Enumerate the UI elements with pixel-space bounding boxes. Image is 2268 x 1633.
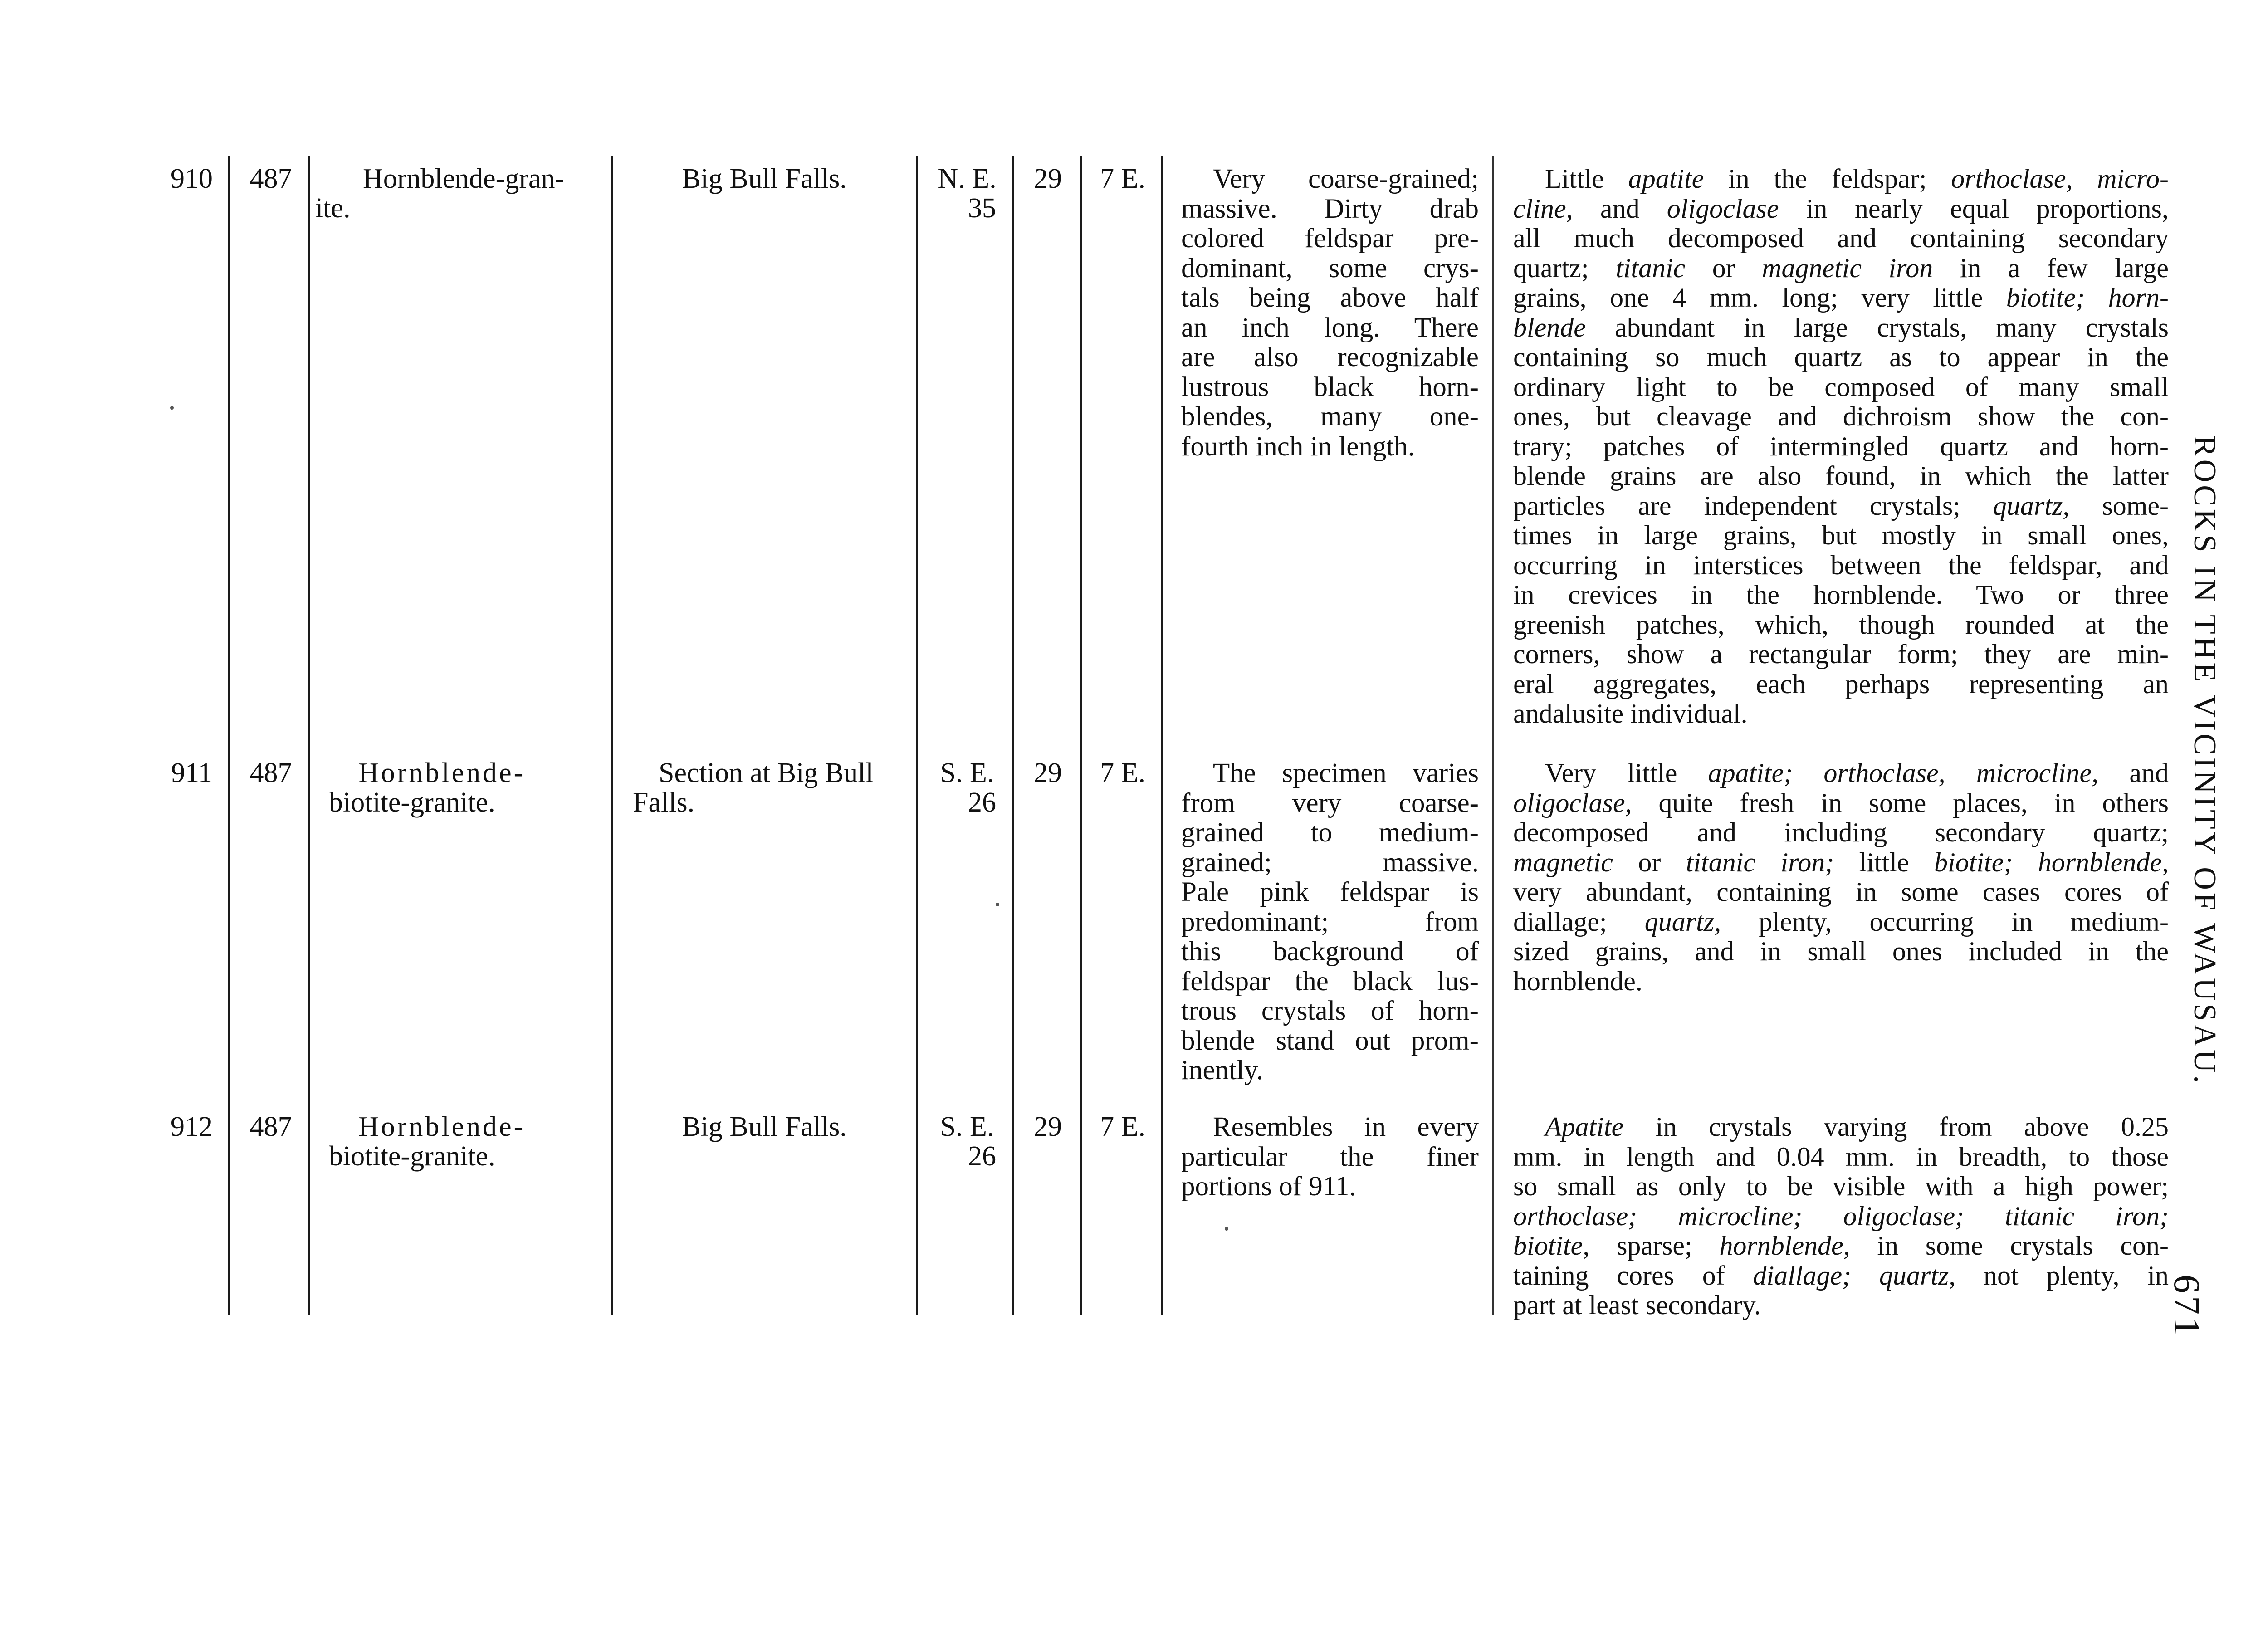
microscopic-line: andalusite individual. xyxy=(1513,699,1748,728)
description-line: Very coarse-grained; xyxy=(1213,164,1479,194)
microscopic-line: corners, show a rectangular form; they are min- xyxy=(1513,639,2169,669)
description-line: blendes, many one- xyxy=(1181,401,1479,432)
rock-name-line: biotite-granite. xyxy=(329,787,495,818)
mineral-name: Apatite xyxy=(1545,1112,1624,1142)
mineral-name: quartz, xyxy=(1644,906,1721,937)
section-number: 35 xyxy=(968,193,996,224)
rock-name-line: Hornblende-gran- xyxy=(363,163,565,194)
mineral-name: orthoclase; microcline; oligoclase; titanic iron; xyxy=(1513,1201,2169,1231)
microscopic-line: trary; patches of intermingled quartz and horn- xyxy=(1513,431,2169,461)
column-rule xyxy=(228,156,230,1315)
township: 29 xyxy=(1034,758,1062,788)
column-rule xyxy=(611,156,613,1315)
description-line: feldspar the black lus- xyxy=(1181,966,1479,997)
description-line: this background of xyxy=(1181,936,1479,967)
mineral-name: biotite; hornblende, xyxy=(1934,847,2169,877)
microscopic-line: blende abundant in large crystals, many crystals xyxy=(1513,312,2169,342)
mineral-name: oligoclase, xyxy=(1513,787,1632,818)
description-line: grained to medium- xyxy=(1181,817,1479,848)
megascopic-description xyxy=(1181,1112,1479,1202)
rock-name-line: Hornblende- xyxy=(358,1111,526,1142)
microscopic-line: Very little apatite; orthoclase, microcline, and xyxy=(1545,758,2169,788)
microscopic-line: blende grains are also found, in which the latter xyxy=(1513,461,2169,491)
microscopic-line: so small as only to be visible with a high power; xyxy=(1513,1171,2169,1201)
microscopic-line: occurring in interstices between the feldspar, and xyxy=(1513,550,2169,580)
specimen-number: 912 xyxy=(171,1111,213,1142)
description-line: an inch long. There xyxy=(1181,312,1479,343)
microscopic-line: quartz; titanic or magnetic iron in a few large xyxy=(1513,253,2169,283)
microscopic-line: all much decomposed and containing secondary xyxy=(1513,223,2169,253)
section: S. E. xyxy=(940,1111,994,1142)
print-speck xyxy=(996,903,999,906)
locality-line: Section at Big Bull xyxy=(659,758,874,788)
microscopic-line: times in large grains, but mostly in small ones, xyxy=(1513,520,2169,550)
mineral-name: apatite xyxy=(1628,164,1704,194)
mineral-name: cline, xyxy=(1513,193,1573,224)
description-line: particular the finer xyxy=(1181,1141,1479,1172)
mineral-name: biotite, xyxy=(1513,1231,1590,1261)
description-line: from very coarse- xyxy=(1181,787,1479,818)
microscopic-line: mm. in length and 0.04 mm. in breadth, to those xyxy=(1513,1141,2169,1172)
microscopic-description xyxy=(1513,758,2169,996)
description-line: Resembles in every xyxy=(1213,1112,1479,1142)
description-line: massive. Dirty drab xyxy=(1181,193,1479,224)
microscopic-line: ordinary light to be composed of many small xyxy=(1513,372,2169,402)
column-rule xyxy=(1012,156,1014,1315)
description-line: tals being above half xyxy=(1181,283,1479,313)
microscopic-line: ones, but cleavage and dichroism show the con- xyxy=(1513,401,2169,431)
description-line: trous crystals of horn- xyxy=(1181,996,1479,1026)
column-rule xyxy=(916,156,918,1315)
mineral-name: orthoclase, micro- xyxy=(1951,164,2169,194)
microscopic-line: hornblende. xyxy=(1513,966,1642,996)
column-rule xyxy=(1492,156,1494,1315)
mineral-name: quartz, xyxy=(1879,1260,1956,1291)
township: 29 xyxy=(1034,163,1062,194)
microscopic-line: greenish patches, which, though rounded at the xyxy=(1513,609,2169,640)
description-line: inently. xyxy=(1181,1055,1263,1085)
microscopic-line: sized grains, and in small ones included in the xyxy=(1513,936,2169,966)
microscopic-line: very abundant, containing in some cases cores of xyxy=(1513,877,2169,907)
mineral-name: diallage; xyxy=(1753,1260,1852,1291)
microscopic-description xyxy=(1513,164,2169,729)
microscopic-line: in crevices in the hornblende. Two or three xyxy=(1513,580,2169,610)
microscopic-line: part at least secondary. xyxy=(1513,1290,1761,1320)
rock-name-line: biotite-granite. xyxy=(329,1141,495,1172)
specimen-number: 910 xyxy=(171,163,213,194)
column-rule xyxy=(308,156,310,1315)
mineral-name: titanic xyxy=(1616,253,1686,283)
description-line: fourth inch in length. xyxy=(1181,431,1415,462)
mineral-name: oligoclase xyxy=(1667,193,1779,224)
print-speck xyxy=(170,406,174,410)
microscopic-line: magnetic or titanic iron; little biotite; hornblende, xyxy=(1513,847,2169,877)
microscopic-description xyxy=(1513,1112,2169,1320)
section-number: 26 xyxy=(968,1141,996,1172)
mineral-name: blende xyxy=(1513,312,1586,342)
description-line: The specimen varies xyxy=(1213,758,1479,788)
microscopic-line: decomposed and including secondary quartz; xyxy=(1513,817,2169,847)
rock-name-line: Hornblende- xyxy=(358,758,526,788)
mineral-name: quartz, xyxy=(1993,490,2070,521)
description-line: Pale pink feldspar is xyxy=(1181,877,1479,907)
mineral-name: magnetic iron xyxy=(1762,253,1933,283)
reference-number: 487 xyxy=(249,758,292,788)
megascopic-description xyxy=(1181,758,1479,1085)
mineral-name: titanic iron; xyxy=(1686,847,1834,877)
microscopic-line: diallage; quartz, plenty, occurring in medium- xyxy=(1513,906,2169,937)
rock-name-line: ite. xyxy=(315,193,351,224)
microscopic-line: Little apatite in the feldspar; orthoclase, micro- xyxy=(1545,164,2169,194)
description-line: grained; massive. xyxy=(1181,847,1479,878)
column-rule xyxy=(1080,156,1082,1315)
description-line: blende stand out prom- xyxy=(1181,1025,1479,1056)
microscopic-line: eral aggregates, each perhaps representing an xyxy=(1513,669,2169,699)
range: 7 E. xyxy=(1100,758,1145,788)
microscopic-line: containing so much quartz as to appear in the xyxy=(1513,342,2169,372)
reference-number: 487 xyxy=(249,163,292,194)
locality: Big Bull Falls. xyxy=(682,1111,847,1142)
microscopic-line: particles are independent crystals; quartz, some- xyxy=(1513,490,2169,521)
description-line: portions of 911. xyxy=(1181,1171,1356,1202)
microscopic-line: taining cores of diallage; quartz, not plenty, in xyxy=(1513,1260,2169,1291)
section-number: 26 xyxy=(968,787,996,818)
print-speck xyxy=(1225,1227,1228,1231)
mineral-name: apatite; orthoclase, microcline, xyxy=(1708,758,2099,788)
mineral-name: magnetic xyxy=(1513,847,1613,877)
section: S. E. xyxy=(940,758,994,788)
locality: Big Bull Falls. xyxy=(682,163,847,194)
column-rule xyxy=(1161,156,1163,1315)
microscopic-line: Apatite in crystals varying from above 0.25 xyxy=(1545,1112,2169,1142)
description-line: colored feldspar pre- xyxy=(1181,223,1479,254)
page-number: 671 xyxy=(2166,1275,2208,1339)
microscopic-line: oligoclase, quite fresh in some places, in others xyxy=(1513,787,2169,818)
microscopic-line: grains, one 4 mm. long; very little biotite; horn- xyxy=(1513,283,2169,313)
township: 29 xyxy=(1034,1111,1062,1142)
range: 7 E. xyxy=(1100,163,1145,194)
mineral-name: hornblende, xyxy=(1719,1231,1850,1261)
description-line: lustrous black horn- xyxy=(1181,372,1479,402)
specimen-number: 911 xyxy=(171,758,212,788)
microscopic-line: biotite, sparse; hornblende, in some crystals con- xyxy=(1513,1231,2169,1261)
description-line: predominant; from xyxy=(1181,906,1479,937)
mineral-name: biotite; horn- xyxy=(2006,283,2169,313)
description-line: dominant, some crys- xyxy=(1181,253,1479,284)
running-head: ROCKS IN THE VICINITY OF WAUSAU. xyxy=(2187,435,2222,1086)
megascopic-description xyxy=(1181,164,1479,461)
description-line: are also recognizable xyxy=(1181,342,1479,372)
range: 7 E. xyxy=(1100,1111,1145,1142)
microscopic-line xyxy=(1513,1202,2169,1232)
locality-line: Falls. xyxy=(633,787,695,818)
section: N. E. xyxy=(938,163,997,194)
microscopic-line: cline, and oligoclase in nearly equal proportions, xyxy=(1513,193,2169,224)
reference-number: 487 xyxy=(249,1111,292,1142)
